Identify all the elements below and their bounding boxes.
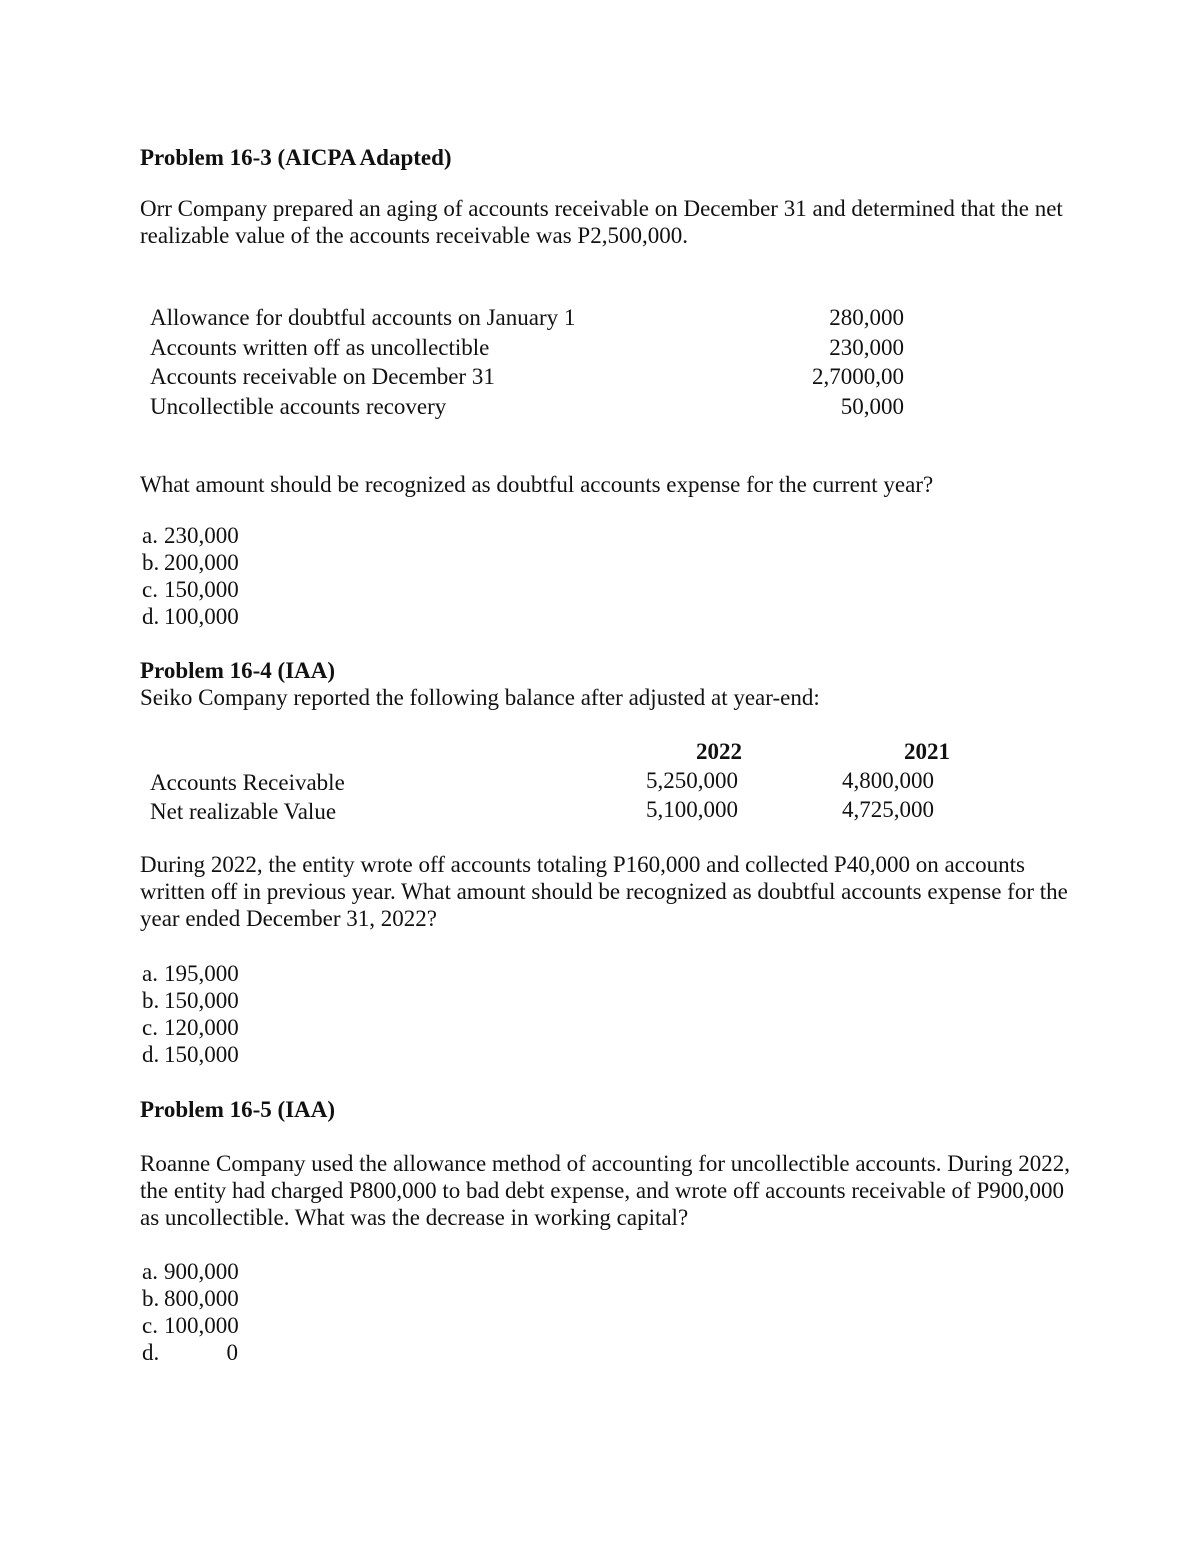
- row-amount: 230,000: [829, 335, 904, 360]
- answer-option: d. 100,000: [142, 604, 239, 629]
- answer-option: b. 800,000: [142, 1286, 239, 1311]
- problem-16-5-question: Roanne Company used the allowance method of accounting for uncollectible accounts. During 2022, the entity had charged P800,000 to bad debt expense, and wrote off accounts receivable of P900,000 as uncollectible. What was the decrease in working capital?: [140, 1151, 1070, 1230]
- problem-16-4-intro: Seiko Company reported the following balance after adjusted at year-end:: [140, 685, 820, 710]
- problem-16-5-title: Problem 16-5 (IAA): [140, 1097, 336, 1122]
- answer-option: b. 200,000: [142, 550, 239, 575]
- row-value-2021: 4,800,000: [842, 768, 934, 793]
- row-amount: 2,7000,00: [812, 364, 904, 389]
- answer-option: c. 120,000: [142, 1015, 239, 1040]
- answer-option: a. 230,000: [142, 523, 239, 548]
- table-row: [150, 362, 910, 392]
- answer-option: a. 195,000: [142, 961, 239, 986]
- problem-16-4-title: Problem 16-4 (IAA): [140, 658, 336, 683]
- answer-option: c. 150,000: [142, 577, 239, 602]
- row-amount: 50,000: [840, 394, 904, 419]
- row-value-2022: 5,100,000: [646, 797, 738, 822]
- table-row: [150, 333, 910, 363]
- row-amount: 280,000: [829, 305, 904, 330]
- row-value-2022: 5,250,000: [646, 768, 738, 793]
- problem-16-3-question: What amount should be recognized as doubtful accounts expense for the current year?: [140, 472, 934, 497]
- table-row: [150, 303, 910, 333]
- answer-option: d. 150,000: [142, 1042, 239, 1067]
- column-header-2022: 2022: [696, 739, 742, 764]
- answer-option: d. 0: [142, 1340, 238, 1365]
- table-row: [150, 392, 910, 422]
- row-label: Accounts written off as uncollectible: [150, 335, 490, 360]
- problem-16-4-question: During 2022, the entity wrote off accounts totaling P160,000 and collected P40,000 on accounts written off in previous year. What amount should be recognized as doubtful accounts expense for the year ended December 31, 2022?: [140, 852, 1068, 931]
- problem-16-3-intro: Orr Company prepared an aging of accounts receivable on December 31 and determined that the net realizable value of the accounts receivable was P2,500,000.: [140, 196, 1063, 248]
- problem-16-3-title: Problem 16-3 (AICPA Adapted): [140, 145, 452, 170]
- row-label: Allowance for doubtful accounts on January 1: [150, 305, 576, 330]
- answer-option: c. 100,000: [142, 1313, 239, 1338]
- row-value-2021: 4,725,000: [842, 797, 934, 822]
- row-label: Accounts receivable on December 31: [150, 364, 495, 389]
- answer-option: b. 150,000: [142, 988, 239, 1013]
- column-header-2021: 2021: [904, 739, 950, 764]
- row-label: Uncollectible accounts recovery: [150, 394, 447, 419]
- row-label: Accounts Receivable: [150, 770, 345, 795]
- row-label: Net realizable Value: [150, 799, 337, 824]
- answer-option: a. 900,000: [142, 1259, 239, 1284]
